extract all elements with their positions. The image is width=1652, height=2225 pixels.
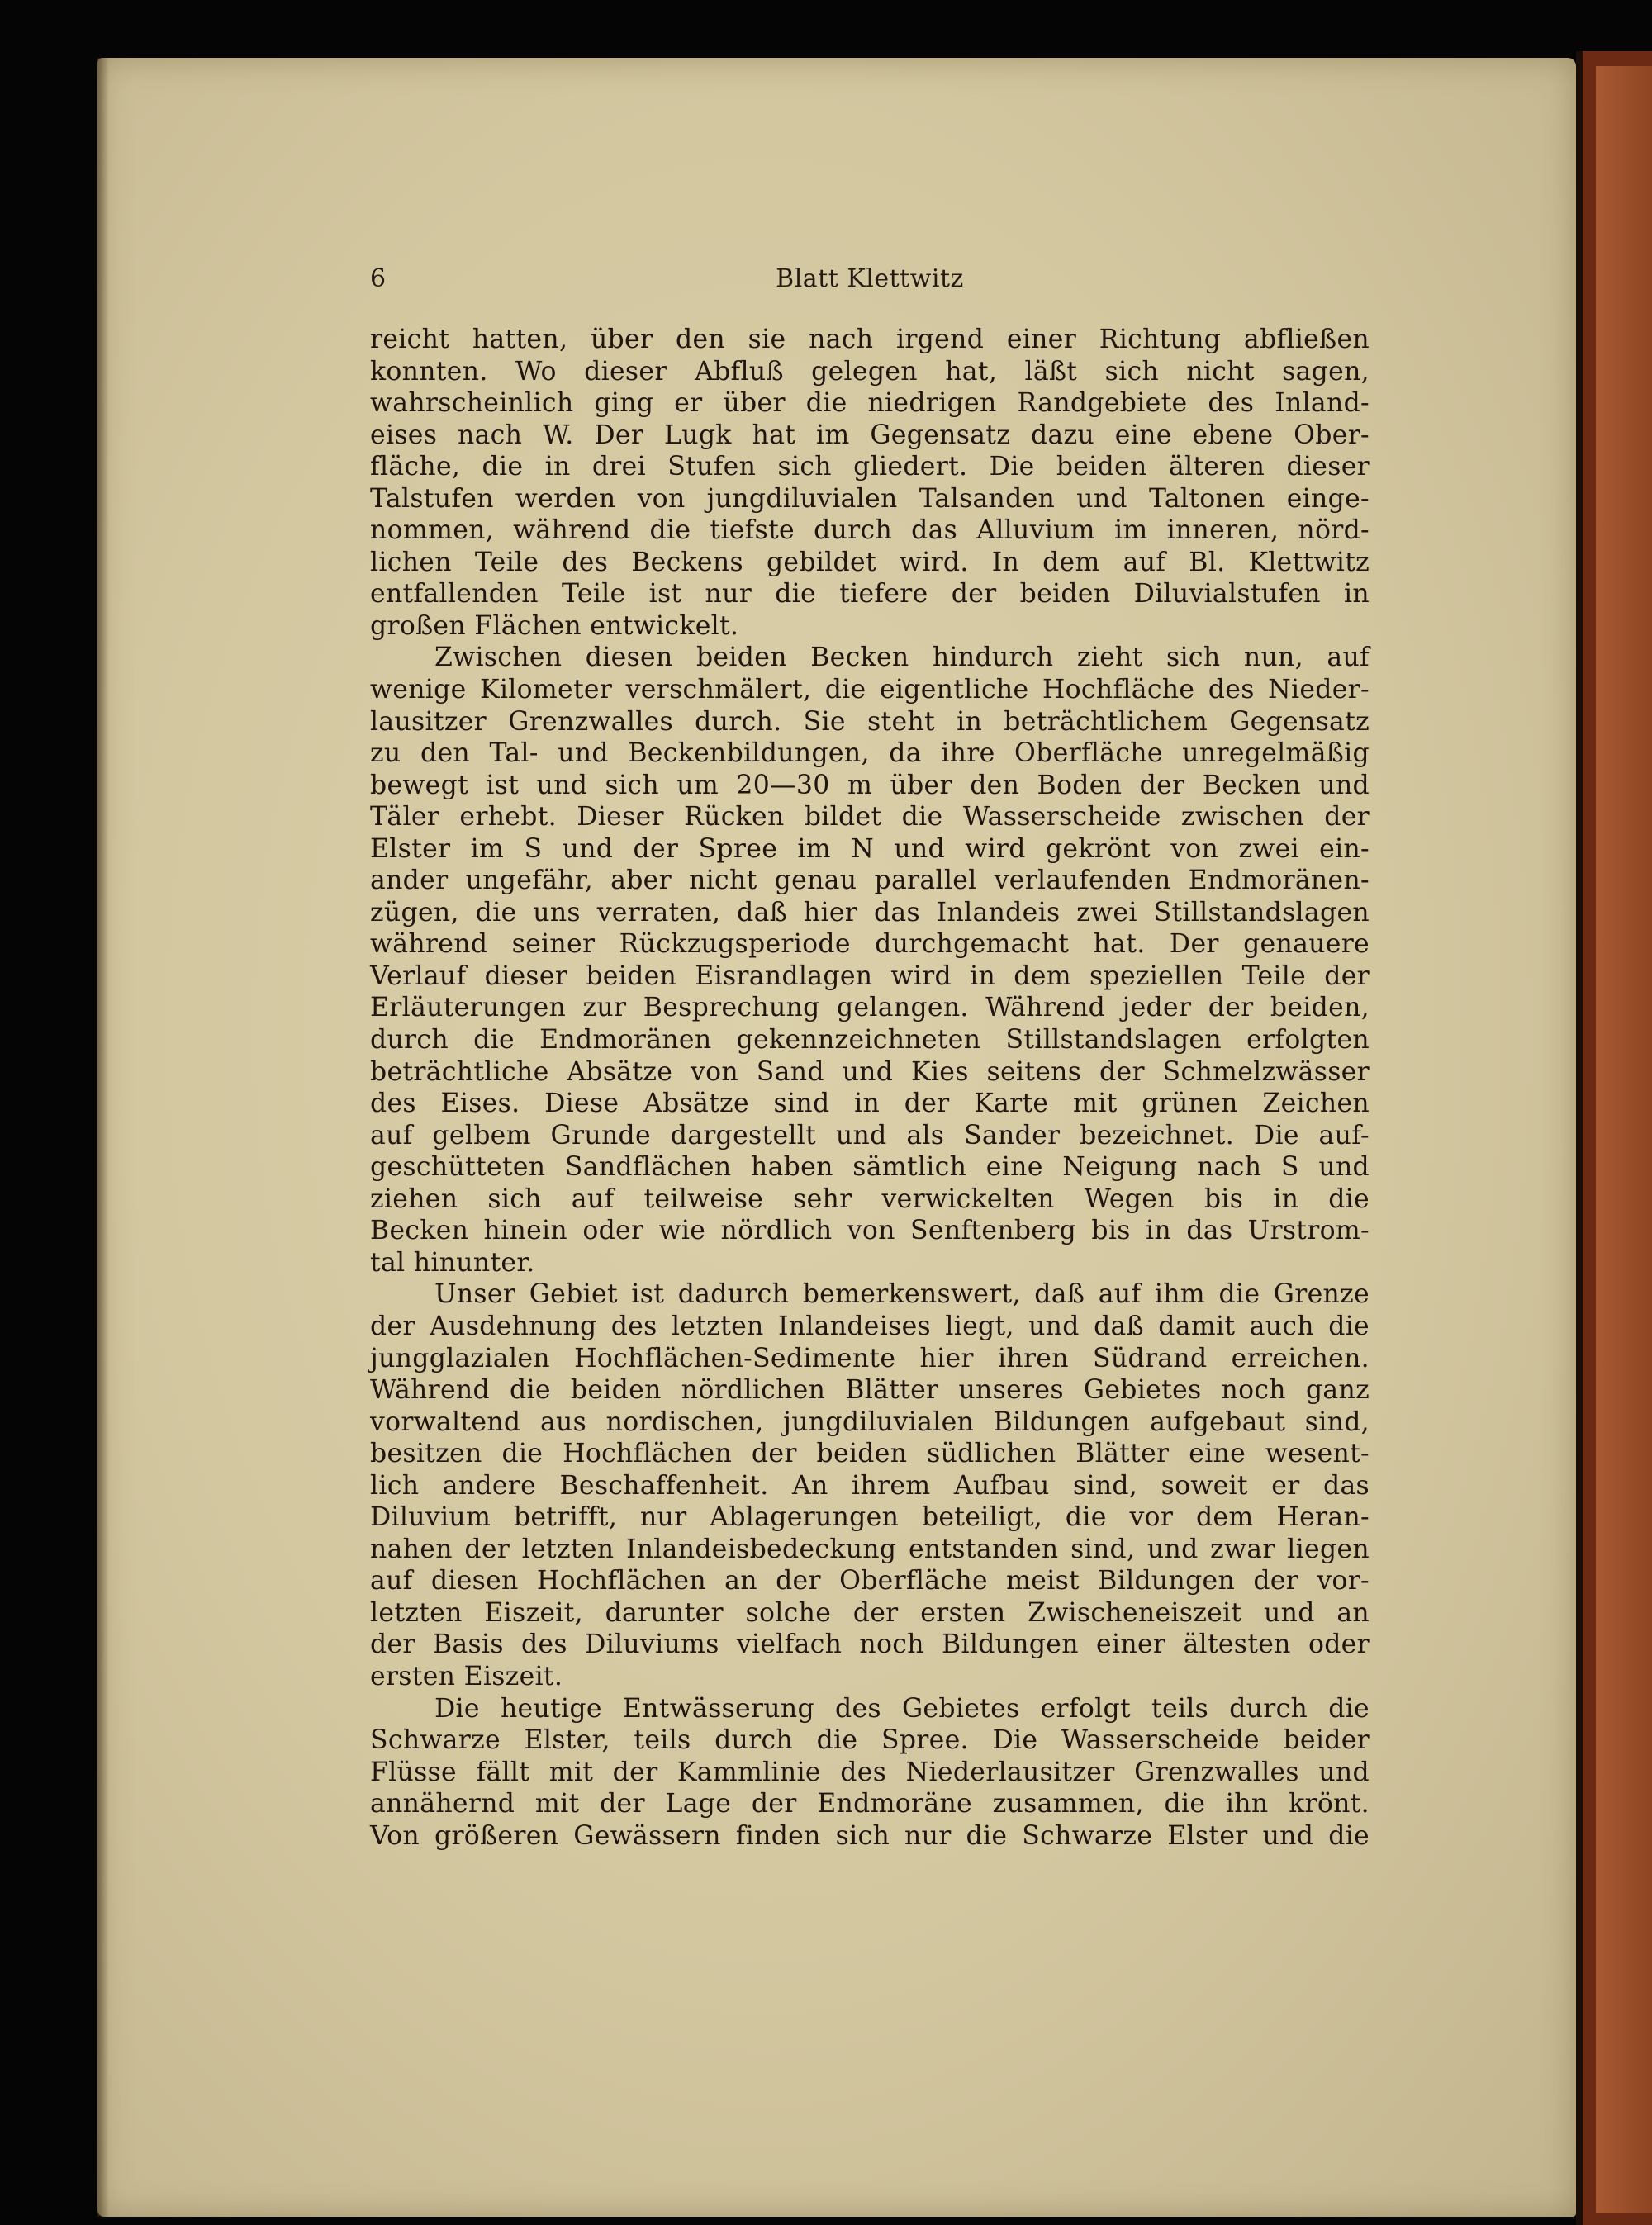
- text-line: annähernd mit der Lage der Endmoräne zusammen, die ihn krönt.: [370, 1789, 1370, 1819]
- text-line: auf gelbem Grunde dargestellt und als Sander bezeichnet. Die auf-: [370, 1120, 1370, 1150]
- text-line: nahen der letzten Inlandeisbedeckung entstanden sind, und zwar liegen: [370, 1534, 1370, 1564]
- text-line: Von größeren Gewässern finden sich nur die Schwarze Elster und die: [370, 1820, 1370, 1851]
- adjacent-page-cover: [1596, 66, 1652, 2213]
- text-line: während seiner Rückzugsperiode durchgemacht hat. Der genauere: [370, 929, 1370, 960]
- text-line: konnten. Wo dieser Abfluß gelegen hat, läßt sich nicht sagen,: [370, 356, 1370, 387]
- text-line: jungglazialen Hochflächen-Sedimente hier ihren Südrand erreichen.: [370, 1343, 1370, 1373]
- text-line: nommen, während die tiefste durch das Alluvium im inneren, nörd-: [370, 515, 1370, 546]
- text-line: Erläuterungen zur Besprechung gelangen. Während jeder der beiden,: [370, 993, 1370, 1023]
- text-line: wenige Kilometer verschmälert, die eigentliche Hochfläche des Nieder-: [370, 675, 1370, 705]
- text-line: entfallenden Teile ist nur die tiefere der beiden Diluvialstufen in: [370, 579, 1370, 610]
- text-line: ander ungefähr, aber nicht genau parallel verlaufenden Endmoränen-: [370, 866, 1370, 896]
- text-line: reicht hatten, über den sie nach irgend einer Richtung abfließen: [370, 325, 1370, 354]
- text-line: Unser Gebiet ist dadurch bemerkenswert, daß auf ihm die Grenze: [434, 1279, 1370, 1310]
- text-line: beträchtliche Absätze von Sand und Kies seitens der Schmelzwässer: [370, 1056, 1370, 1087]
- text-line: Talstufen werden von jungdiluvialen Talsanden und Taltonen einge-: [370, 483, 1370, 514]
- text-line: Becken hinein oder wie nördlich von Senftenberg bis in das Urstrom-: [370, 1216, 1370, 1246]
- text-line: letzten Eiszeit, darunter solche der ersten Zwischeneiszeit und an: [370, 1597, 1370, 1628]
- text-line: Schwarze Elster, teils durch die Spree. Die Wasserscheide beider: [370, 1725, 1370, 1756]
- page-number: 6: [370, 264, 387, 293]
- text-line: lausitzer Grenzwalles durch. Sie steht in beträchtlichem Gegensatz: [370, 706, 1370, 737]
- text-line: Während die beiden nördlichen Blätter unseres Gebietes noch ganz: [370, 1375, 1370, 1406]
- text-line: ziehen sich auf teilweise sehr verwickelten Wegen bis in die: [370, 1184, 1370, 1214]
- page-gutter-shadow: [97, 58, 109, 2217]
- text-line: der Ausdehnung des letzten Inlandeises liegt, und daß damit auch die: [370, 1311, 1370, 1341]
- text-line: Diluvium betrifft, nur Ablagerungen beteiligt, die vor dem Heran-: [370, 1502, 1370, 1533]
- text-line: des Eises. Diese Absätze sind in der Karte mit grünen Zeichen: [370, 1089, 1370, 1119]
- text-line: ersten Eiszeit.: [370, 1661, 563, 1691]
- text-line: wahrscheinlich ging er über die niedrigen Randgebiete des Inland-: [370, 388, 1370, 419]
- text-line: großen Flächen entwickelt.: [370, 610, 739, 641]
- text-line: lich andere Beschaffenheit. An ihrem Aufbau sind, soweit er das: [370, 1470, 1370, 1501]
- text-line: fläche, die in drei Stufen sich gliedert. Die beiden älteren dieser: [370, 452, 1370, 482]
- text-line: lichen Teile des Beckens gebildet wird. In dem auf Bl. Klettwitz: [370, 547, 1370, 577]
- text-line: besitzen die Hochflächen der beiden südlichen Blätter eine wesent-: [370, 1439, 1370, 1469]
- text-line: Die heutige Entwässerung des Gebietes erfolgt teils durch die: [434, 1693, 1370, 1724]
- text-line: Elster im S und der Spree im N und wird gekrönt von zwei ein-: [370, 833, 1370, 864]
- text-line: eises nach W. Der Lugk hat im Gegensatz dazu eine ebene Ober-: [370, 420, 1370, 450]
- text-line: vorwaltend aus nordischen, jungdiluvialen Bildungen aufgebaut sind,: [370, 1407, 1370, 1437]
- text-line: der Basis des Diluviums vielfach noch Bildungen einer ältesten oder: [370, 1630, 1370, 1660]
- text-line: durch die Endmoränen gekennzeichneten Stillstandslagen erfolgten: [370, 1025, 1370, 1056]
- text-line: zu den Tal- und Beckenbildungen, da ihre Oberfläche unregelmäßig: [370, 738, 1370, 769]
- text-line: Täler erhebt. Dieser Rücken bildet die Wasserscheide zwischen der: [370, 802, 1370, 833]
- text-line: Zwischen diesen beiden Becken hindurch zieht sich nun, auf: [434, 643, 1370, 673]
- text-line: auf diesen Hochflächen an der Oberfläche meist Bildungen der vor-: [370, 1566, 1370, 1596]
- text-line: Flüsse fällt mit der Kammlinie des Niederlausitzer Grenzwalles und: [370, 1757, 1370, 1787]
- text-line: zügen, die uns verraten, daß hier das Inlandeis zwei Stillstandslagen: [370, 897, 1370, 927]
- body-text: [370, 324, 1370, 1852]
- text-line: bewegt ist und sich um 20—30 m über den Boden der Becken und: [370, 770, 1370, 800]
- text-line: geschütteten Sandflächen haben sämtlich eine Neigung nach S und: [370, 1152, 1370, 1183]
- running-title: Blatt Klettwitz: [776, 264, 964, 293]
- text-line: Verlauf dieser beiden Eisrandlagen wird in dem speziellen Teile der: [370, 961, 1370, 991]
- page-header: [370, 264, 1370, 297]
- text-line: tal hinunter.: [370, 1247, 535, 1278]
